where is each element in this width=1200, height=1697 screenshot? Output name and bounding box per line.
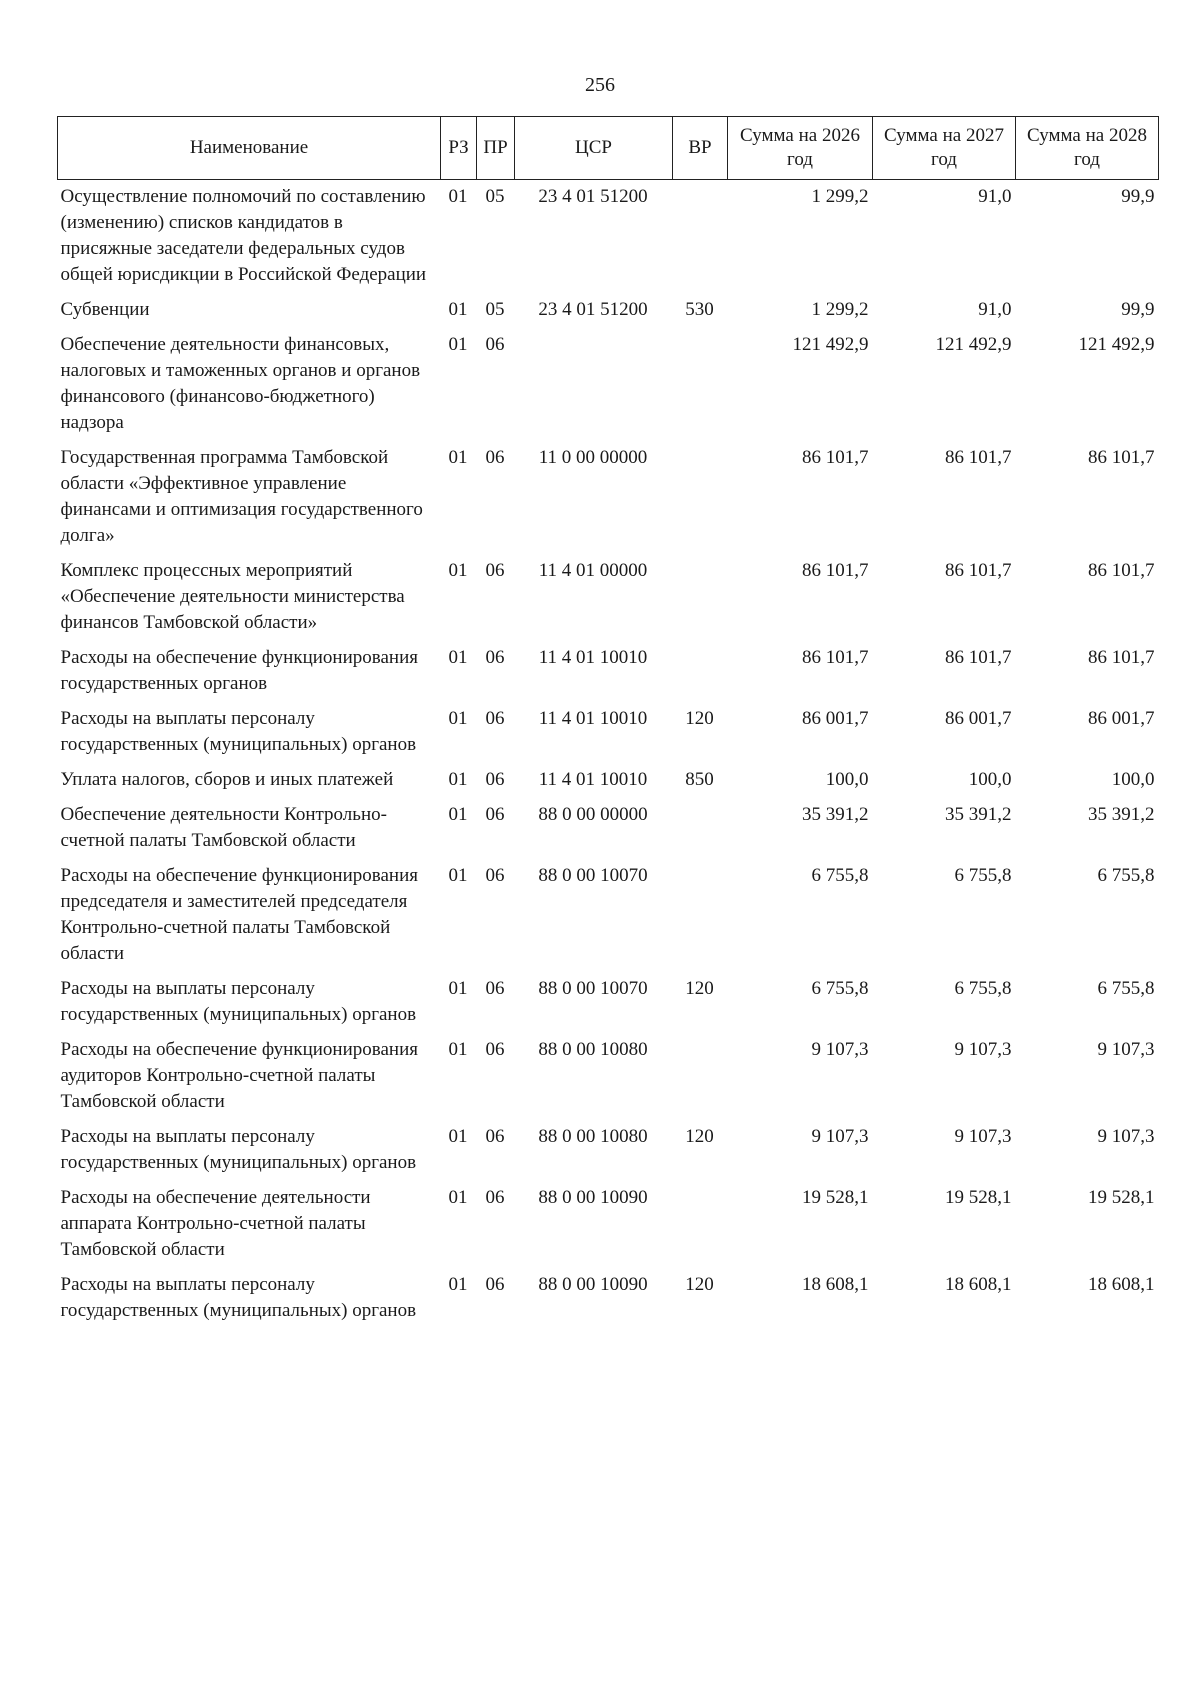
row-pr: 06 [485, 334, 505, 355]
table-row [58, 763, 1159, 798]
row-csr: 23 4 01 51200 [538, 186, 648, 207]
row-sum-2026: 1 299,2 [811, 299, 869, 320]
row-sum-2027: 35 391,2 [945, 804, 1012, 825]
row-rz: 01 [448, 1187, 468, 1208]
row-vr [673, 441, 728, 554]
row-name: Расходы на выплаты персоналу государственных (муниципальных) органов [60, 708, 417, 755]
row-sum-2028: 99,9 [1121, 299, 1155, 320]
row-name: Расходы на обеспечение деятельности аппарата Контрольно-счетной палаты Тамбовской области [60, 1187, 371, 1260]
header-sum-2027: Сумма на 2027 год [873, 117, 1016, 180]
row-rz: 01 [448, 560, 468, 581]
row-name: Расходы на выплаты персоналу государственных (муниципальных) органов [60, 978, 417, 1025]
row-csr: 88 0 00 00000 [538, 804, 648, 825]
header-pr: ПР [477, 117, 515, 180]
row-csr: 88 0 00 10090 [538, 1274, 648, 1295]
row-csr: 11 4 01 10010 [538, 769, 648, 790]
header-name: Наименование [58, 117, 441, 180]
row-sum-2026: 86 001,7 [802, 708, 869, 729]
table-body [58, 180, 1159, 1330]
row-pr: 06 [485, 647, 505, 668]
header-sum-2028: Сумма на 2028 год [1016, 117, 1159, 180]
row-rz: 01 [448, 978, 468, 999]
row-vr [673, 1181, 728, 1268]
row-vr [673, 1033, 728, 1120]
table-row [58, 554, 1159, 641]
row-sum-2027: 6 755,8 [954, 978, 1012, 999]
row-sum-2028: 86 101,7 [1088, 647, 1155, 668]
row-name: Расходы на выплаты персоналу государственных (муниципальных) органов [60, 1274, 417, 1321]
row-rz: 01 [448, 865, 468, 886]
row-vr: 530 [685, 299, 714, 320]
table-row [58, 702, 1159, 763]
row-rz: 01 [448, 299, 468, 320]
row-pr: 06 [485, 1274, 505, 1295]
row-rz: 01 [448, 1274, 468, 1295]
row-vr: 120 [685, 708, 714, 729]
row-csr: 88 0 00 10090 [538, 1187, 648, 1208]
row-csr: 11 4 01 00000 [538, 560, 648, 581]
row-sum-2028: 99,9 [1121, 186, 1155, 207]
row-csr: 88 0 00 10070 [538, 978, 648, 999]
header-vr: ВР [673, 117, 728, 180]
budget-table [57, 116, 1159, 1329]
row-sum-2027: 86 101,7 [945, 447, 1012, 468]
row-sum-2027: 6 755,8 [954, 865, 1012, 886]
row-pr: 06 [485, 769, 505, 790]
row-sum-2028: 19 528,1 [1088, 1187, 1155, 1208]
row-sum-2026: 6 755,8 [811, 978, 869, 999]
row-vr [673, 641, 728, 702]
row-sum-2027: 121 492,9 [935, 334, 1012, 355]
row-rz: 01 [448, 1126, 468, 1147]
row-sum-2027: 91,0 [978, 299, 1012, 320]
row-vr: 120 [685, 1274, 714, 1295]
row-sum-2028: 18 608,1 [1088, 1274, 1155, 1295]
row-name: Уплата налогов, сборов и иных платежей [60, 769, 394, 790]
row-sum-2026: 1 299,2 [811, 186, 869, 207]
row-csr: 11 4 01 10010 [538, 647, 648, 668]
header-csr: ЦСР [515, 117, 673, 180]
row-sum-2028: 35 391,2 [1088, 804, 1155, 825]
row-pr: 06 [485, 1039, 505, 1060]
row-vr: 120 [685, 1126, 714, 1147]
row-pr: 06 [485, 865, 505, 886]
row-pr: 06 [485, 560, 505, 581]
row-sum-2028: 100,0 [1111, 769, 1155, 790]
row-rz: 01 [448, 708, 468, 729]
table-row [58, 293, 1159, 328]
row-sum-2026: 86 101,7 [802, 560, 869, 581]
row-sum-2026: 35 391,2 [802, 804, 869, 825]
row-csr: 88 0 00 10080 [538, 1039, 648, 1060]
table-row [58, 1268, 1159, 1329]
row-sum-2028: 6 755,8 [1097, 978, 1155, 999]
row-name: Расходы на выплаты персоналу государственных (муниципальных) органов [60, 1126, 417, 1173]
row-rz: 01 [448, 186, 468, 207]
row-sum-2028: 86 001,7 [1088, 708, 1155, 729]
table-row [58, 859, 1159, 972]
row-sum-2028: 121 492,9 [1078, 334, 1155, 355]
row-name: Государственная программа Тамбовской области «Эффективное управление финансами и оптимизация государственного долга» [60, 447, 423, 546]
row-sum-2028: 86 101,7 [1088, 447, 1155, 468]
row-vr: 850 [685, 769, 714, 790]
row-rz: 01 [448, 769, 468, 790]
row-vr [673, 554, 728, 641]
row-sum-2027: 86 001,7 [945, 708, 1012, 729]
table-row [58, 1033, 1159, 1120]
row-sum-2026: 100,0 [825, 769, 869, 790]
table-row [58, 1120, 1159, 1181]
row-sum-2027: 86 101,7 [945, 647, 1012, 668]
table-row [58, 641, 1159, 702]
row-csr: 88 0 00 10080 [538, 1126, 648, 1147]
table-row [58, 1181, 1159, 1268]
table-row [58, 798, 1159, 859]
row-sum-2028: 9 107,3 [1097, 1039, 1155, 1060]
row-sum-2027: 9 107,3 [954, 1126, 1012, 1147]
row-sum-2026: 19 528,1 [802, 1187, 869, 1208]
row-sum-2027: 91,0 [978, 186, 1012, 207]
row-pr: 06 [485, 447, 505, 468]
header-sum-2026: Сумма на 2026 год [728, 117, 873, 180]
row-pr: 06 [485, 708, 505, 729]
row-vr [673, 328, 728, 441]
row-vr: 120 [685, 978, 714, 999]
row-pr: 06 [485, 804, 505, 825]
row-pr: 05 [485, 299, 505, 320]
row-vr [673, 859, 728, 972]
row-csr: 88 0 00 10070 [538, 865, 648, 886]
row-pr: 05 [485, 186, 505, 207]
row-sum-2026: 9 107,3 [811, 1126, 869, 1147]
table-header [58, 117, 1159, 180]
row-rz: 01 [448, 647, 468, 668]
row-pr: 06 [485, 1187, 505, 1208]
row-pr: 06 [485, 978, 505, 999]
row-sum-2026: 86 101,7 [802, 447, 869, 468]
row-sum-2027: 86 101,7 [945, 560, 1012, 581]
row-name: Обеспечение деятельности финансовых, налоговых и таможенных органов и органов финансового (финансово-бюджетного) надзора [60, 334, 421, 433]
header-rz: РЗ [441, 117, 477, 180]
row-name: Субвенции [60, 299, 150, 320]
row-csr: 11 0 00 00000 [538, 447, 648, 468]
row-sum-2026: 18 608,1 [802, 1274, 869, 1295]
row-sum-2026: 121 492,9 [792, 334, 869, 355]
row-name: Расходы на обеспечение функционирования государственных органов [60, 647, 418, 694]
row-csr: 11 4 01 10010 [538, 708, 648, 729]
table-row [58, 180, 1159, 294]
table-row [58, 972, 1159, 1033]
page-number: 256 [585, 74, 615, 96]
row-sum-2027: 100,0 [968, 769, 1012, 790]
row-rz: 01 [448, 1039, 468, 1060]
row-rz: 01 [448, 447, 468, 468]
row-vr [673, 798, 728, 859]
row-sum-2026: 86 101,7 [802, 647, 869, 668]
header-row [58, 117, 1159, 180]
row-sum-2026: 6 755,8 [811, 865, 869, 886]
row-name: Расходы на обеспечение функционирования председателя и заместителей председателя Контрольно-счетной палаты Тамбовской области [60, 865, 418, 964]
row-vr [673, 180, 728, 294]
row-csr [515, 328, 673, 441]
row-csr: 23 4 01 51200 [538, 299, 648, 320]
row-name: Расходы на обеспечение функционирования аудиторов Контрольно-счетной палаты Тамбовской области [60, 1039, 418, 1112]
row-pr: 06 [485, 1126, 505, 1147]
row-sum-2027: 9 107,3 [954, 1039, 1012, 1060]
row-name: Обеспечение деятельности Контрольно-счетной палаты Тамбовской области [60, 804, 387, 851]
row-name: Комплекс процессных мероприятий «Обеспечение деятельности министерства финансов Тамбовской области» [60, 560, 405, 633]
table-row [58, 328, 1159, 441]
row-sum-2028: 6 755,8 [1097, 865, 1155, 886]
row-sum-2026: 9 107,3 [811, 1039, 869, 1060]
row-rz: 01 [448, 804, 468, 825]
table-row [58, 441, 1159, 554]
row-name: Осуществление полномочий по составлению (изменению) списков кандидатов в присяжные заседатели федеральных судов общей юрисдикции в Российской Федерации [60, 186, 427, 285]
row-sum-2028: 86 101,7 [1088, 560, 1155, 581]
row-sum-2027: 19 528,1 [945, 1187, 1012, 1208]
row-sum-2027: 18 608,1 [945, 1274, 1012, 1295]
row-rz: 01 [448, 334, 468, 355]
row-sum-2028: 9 107,3 [1097, 1126, 1155, 1147]
